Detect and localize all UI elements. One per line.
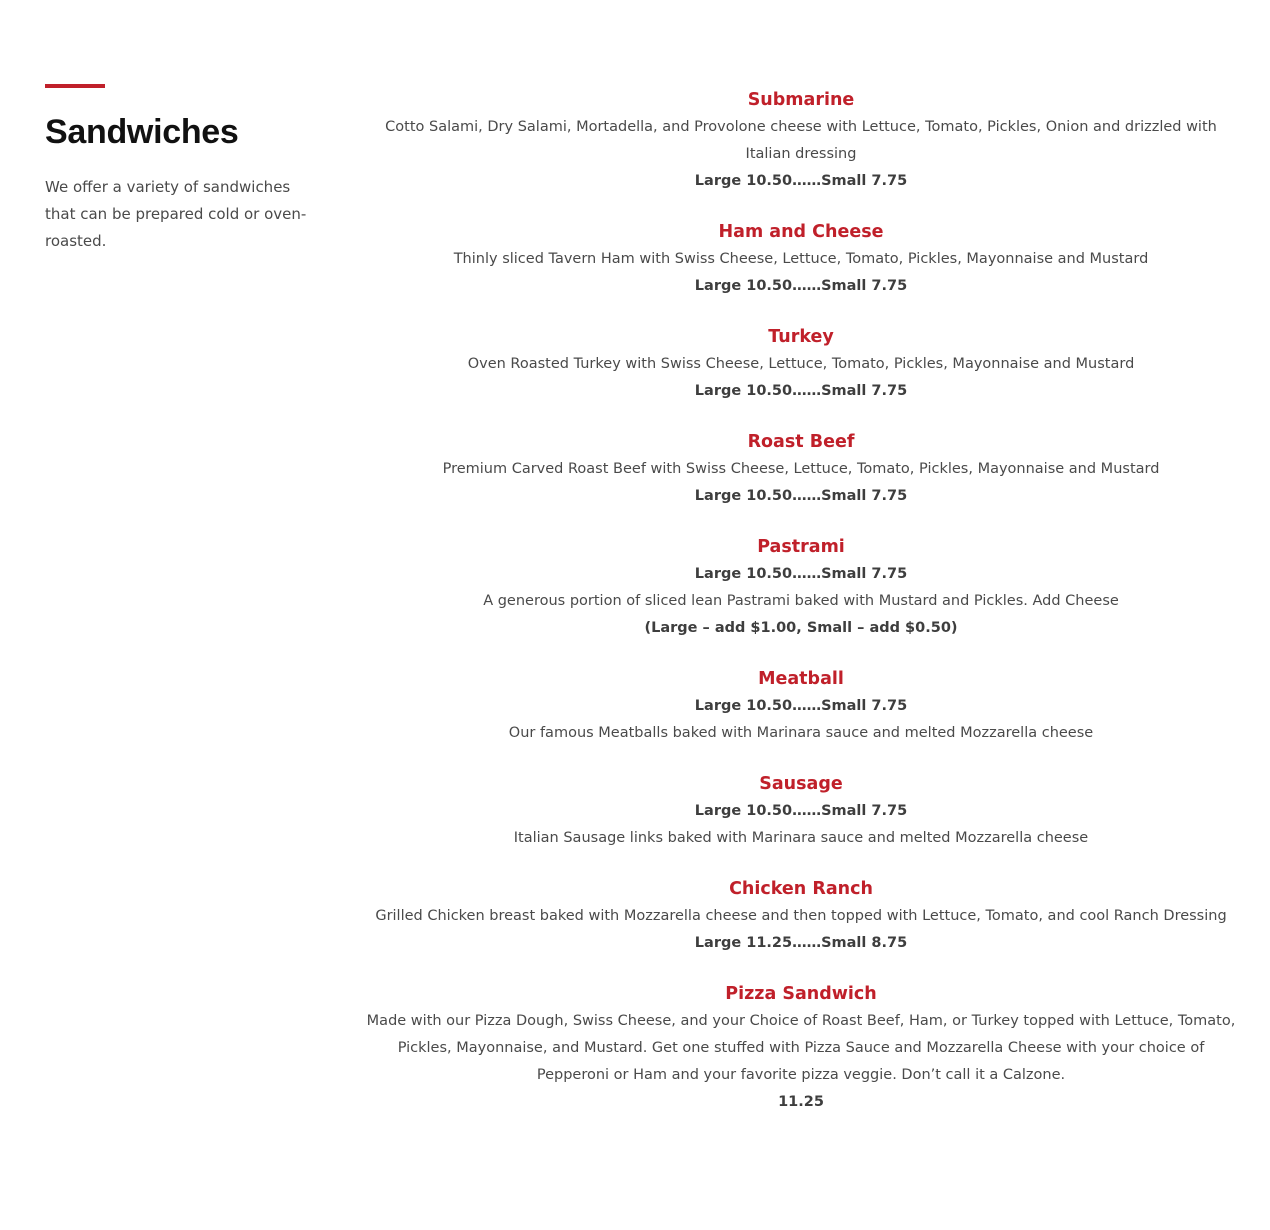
item-price: Large 10.50……Small 7.75: [694, 566, 908, 582]
item-description: Italian Sausage links baked with Marinara sauce and melted Mozzarella cheese: [513, 830, 1089, 846]
section-sidebar: [45, 84, 315, 255]
accent-bar: [45, 84, 105, 88]
item-price: Large 10.50……Small 7.75: [694, 488, 908, 504]
menu-item-pastrami: [360, 533, 1242, 642]
item-price: Large 10.50……Small 7.75: [694, 803, 908, 819]
item-name: Pizza Sandwich: [725, 984, 877, 1004]
item-name: Ham and Cheese: [718, 222, 884, 242]
item-description: Our famous Meatballs baked with Marinara sauce and melted Mozzarella cheese: [508, 725, 1094, 741]
item-price: Large 10.50……Small 7.75: [694, 173, 908, 189]
item-description: A generous portion of sliced lean Pastrami baked with Mustard and Pickles. Add Cheese: [483, 593, 1119, 609]
item-description: Grilled Chicken breast baked with Mozzarella cheese and then topped with Lettuce, Tomato, and cool Ranch Dressing: [375, 908, 1227, 924]
section-title: Sandwiches: [45, 113, 239, 151]
item-name: Submarine: [747, 90, 855, 110]
item-price: Large 10.50……Small 7.75: [694, 278, 908, 294]
item-description: Made with our Pizza Dough, Swiss Cheese, and your Choice of Roast Beef, Ham, or Turkey topped with Lettuce, Tomato, Pickles, Mayonnaise, and Mustard. Get one stuffed with Pizza Sauce and Mozzarella Cheese with your choice of Pepperoni or Ham and your favorite pizza veggie. Don’t call it a Calzone.: [366, 1013, 1236, 1083]
item-price: Large 11.25……Small 8.75: [694, 935, 908, 951]
item-name: Meatball: [758, 669, 844, 689]
menu-item-meatball: [360, 665, 1242, 747]
item-name: Chicken Ranch: [729, 879, 873, 899]
item-description: Cotto Salami, Dry Salami, Mortadella, and Provolone cheese with Lettuce, Tomato, Pickles, Onion and drizzled with Italian dressing: [385, 119, 1217, 162]
menu-item-roast-beef: [360, 428, 1242, 510]
item-name: Roast Beef: [747, 432, 855, 452]
item-description: Thinly sliced Tavern Ham with Swiss Cheese, Lettuce, Tomato, Pickles, Mayonnaise and Mustard: [453, 251, 1149, 267]
section-description: We offer a variety of sandwiches that can be prepared cold or oven-roasted.: [45, 178, 307, 250]
item-price: Large 10.50……Small 7.75: [694, 383, 908, 399]
menu-item-ham-and-cheese: [360, 218, 1242, 300]
menu-item-submarine: [360, 86, 1242, 195]
menu-item-pizza-sandwich: [360, 980, 1242, 1116]
item-description: Premium Carved Roast Beef with Swiss Cheese, Lettuce, Tomato, Pickles, Mayonnaise and Mustard: [442, 461, 1160, 477]
menu-item-sausage: [360, 770, 1242, 852]
item-name: Pastrami: [757, 537, 845, 557]
item-name: Turkey: [768, 327, 834, 347]
item-price: 11.25: [778, 1094, 824, 1110]
menu-item-turkey: [360, 323, 1242, 405]
menu-item-chicken-ranch: [360, 875, 1242, 957]
item-description: Oven Roasted Turkey with Swiss Cheese, Lettuce, Tomato, Pickles, Mayonnaise and Mustard: [467, 356, 1135, 372]
menu-list: [360, 86, 1242, 1116]
item-addon-price: (Large – add $1.00, Small – add $0.50): [644, 620, 958, 636]
item-price: Large 10.50……Small 7.75: [694, 698, 908, 714]
item-name: Sausage: [759, 774, 843, 794]
